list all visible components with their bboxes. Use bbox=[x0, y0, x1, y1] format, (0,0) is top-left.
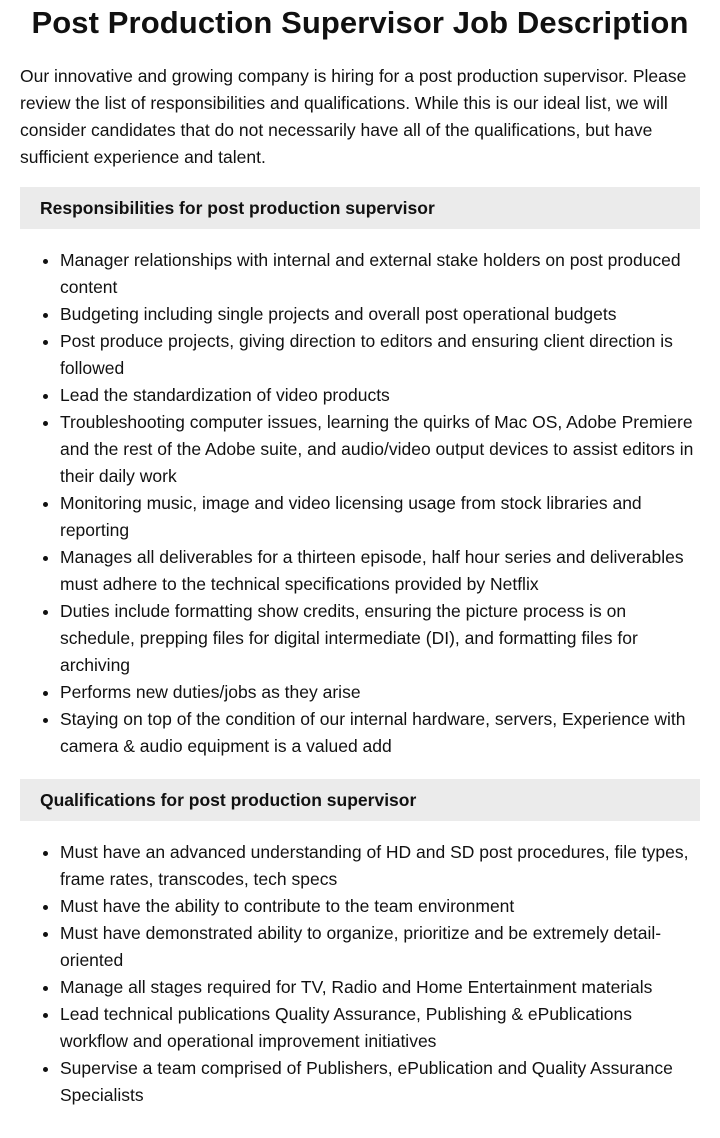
list-item: • Lead technical publications Quality Assurance, Publishing & ePublications workflow and operational improvement initiatives bbox=[60, 1001, 700, 1055]
page-title: Post Production Supervisor Job Description bbox=[31, 5, 689, 40]
list-item: • Staying on top of the condition of our internal hardware, servers, Experience with camera & audio equipment is a valued add bbox=[60, 706, 700, 760]
qualifications-section bbox=[20, 779, 700, 1109]
responsibilities-heading: Responsibilities for post production supervisor bbox=[20, 187, 700, 229]
responsibilities-list bbox=[20, 247, 700, 760]
list-item: • Post produce projects, giving direction to editors and ensuring client direction is followed bbox=[60, 328, 700, 382]
list-item: • Performs new duties/jobs as they arise bbox=[60, 679, 700, 706]
responsibilities-section bbox=[20, 187, 700, 760]
list-item: • Supervise a team comprised of Publishers, ePublication and Quality Assurance Specialists bbox=[60, 1055, 700, 1109]
list-item: • Duties include formatting show credits, ensuring the picture process is on schedule, prepping files for digital intermediate (DI), and formatting files for archiving bbox=[60, 598, 700, 679]
list-item: • Budgeting including single projects and overall post operational budgets bbox=[60, 301, 700, 328]
list-item: • Lead the standardization of video products bbox=[60, 382, 700, 409]
intro-paragraph: Our innovative and growing company is hiring for a post production supervisor. Please review the list of responsibilities and qualifications. While this is our ideal list, we will consider candidates that do not necessarily have all of the qualifications, but have sufficient experience and talent. bbox=[20, 66, 687, 167]
qualifications-heading: Qualifications for post production supervisor bbox=[20, 779, 700, 821]
list-item: • Must have demonstrated ability to organize, prioritize and be extremely detail-oriented bbox=[60, 920, 700, 974]
list-item: • Must have an advanced understanding of HD and SD post procedures, file types, frame rates, transcodes, tech specs bbox=[60, 839, 700, 893]
list-item: • Manages all deliverables for a thirteen episode, half hour series and deliverables must adhere to the technical specifications provided by Netflix bbox=[60, 544, 700, 598]
list-item: • Manager relationships with internal and external stake holders on post produced content bbox=[60, 247, 700, 301]
list-item: • Must have the ability to contribute to the team environment bbox=[60, 893, 700, 920]
list-item: • Troubleshooting computer issues, learning the quirks of Mac OS, Adobe Premiere and the rest of the Adobe suite, and audio/video output devices to assist editors in their daily work bbox=[60, 409, 700, 490]
qualifications-list bbox=[20, 839, 700, 1109]
list-item: • Monitoring music, image and video licensing usage from stock libraries and reporting bbox=[60, 490, 700, 544]
list-item: • Manage all stages required for TV, Radio and Home Entertainment materials bbox=[60, 974, 700, 1001]
